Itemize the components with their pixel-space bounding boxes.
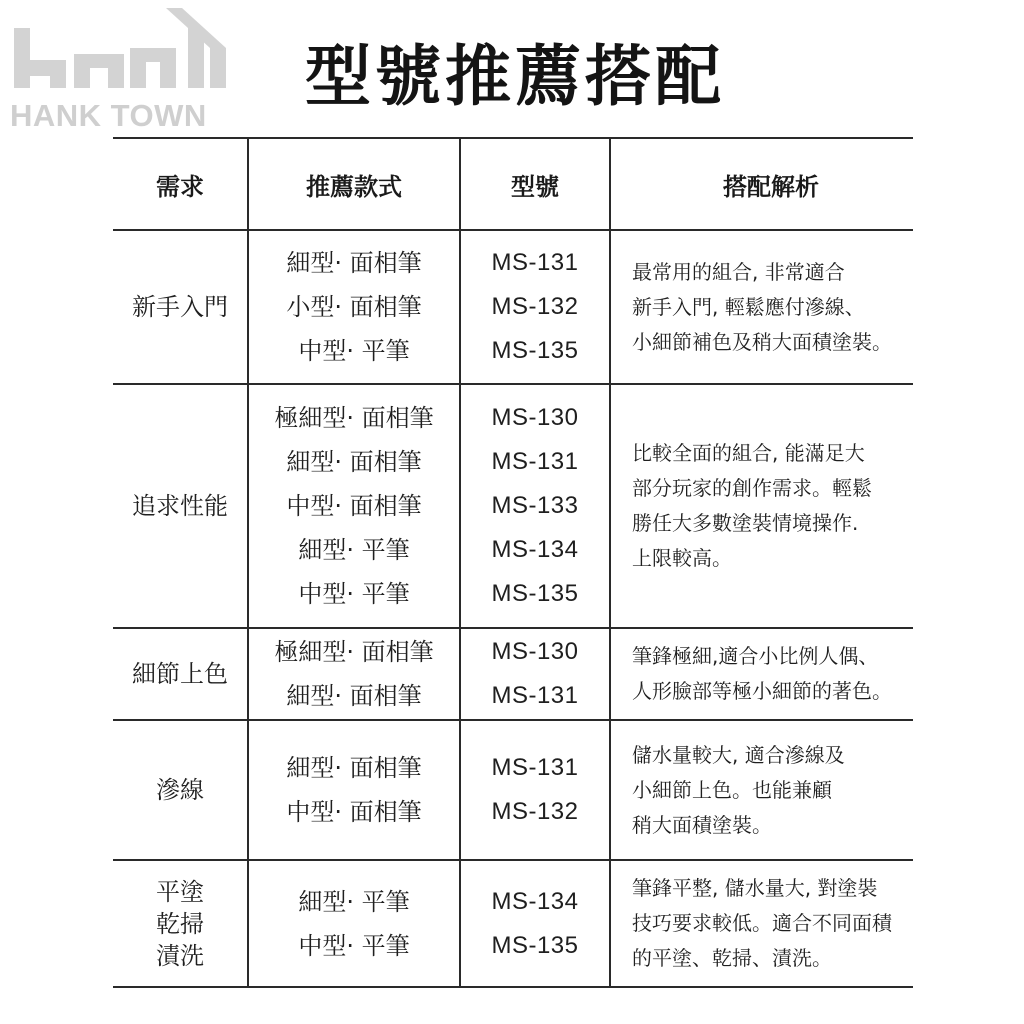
model-code: MS-130 <box>491 404 579 431</box>
header-need: 需求 <box>156 172 204 201</box>
header-model: 型號 <box>511 172 559 201</box>
table-row-styles <box>249 385 459 627</box>
table-row-analysis <box>632 231 932 383</box>
table-row-need <box>113 861 247 986</box>
header-analysis: 搭配解析 <box>723 172 819 201</box>
table-row-models <box>461 231 609 383</box>
style-item: 中型· 平筆 <box>298 337 410 365</box>
style-item: 細型· 平筆 <box>298 536 410 564</box>
analysis-line: 儲水量較大, 適合滲線及 <box>632 742 845 767</box>
style-item: 細型· 面相筆 <box>286 249 422 277</box>
style-item: 極細型· 面相筆 <box>274 638 434 666</box>
table-row-analysis <box>632 629 932 719</box>
style-item: 細型· 面相筆 <box>286 754 422 782</box>
column-divider <box>609 137 611 987</box>
table-row-analysis <box>632 721 932 859</box>
table-row-models <box>461 861 609 986</box>
analysis-line: 技巧要求較低。適合不同面積 <box>632 911 892 935</box>
table-row-need <box>113 385 247 627</box>
table-row-models <box>461 385 609 627</box>
analysis-line: 小細節補色及稍大面積塗裝。 <box>632 329 892 354</box>
analysis-line: 勝任大多數塗裝情境操作. <box>632 511 859 535</box>
style-item: 中型· 面相筆 <box>286 798 422 826</box>
style-item: 極細型· 面相筆 <box>274 404 434 432</box>
style-item: 細型· 面相筆 <box>286 448 422 476</box>
analysis-line: 筆鋒平整, 儲水量大, 對塗裝 <box>632 876 878 900</box>
model-code: MS-130 <box>491 638 579 665</box>
logo-text: HANK TOWN <box>10 98 207 133</box>
table-row-models <box>461 721 609 859</box>
table-row-analysis <box>632 861 932 986</box>
table-row-styles <box>249 721 459 859</box>
table-row-styles <box>249 231 459 383</box>
analysis-line: 上限較高。 <box>632 546 732 570</box>
need-text: 乾掃 <box>156 909 204 938</box>
style-item: 細型· 平筆 <box>298 887 410 916</box>
model-code: MS-132 <box>491 798 579 825</box>
model-code: MS-135 <box>491 580 579 607</box>
need-text: 滲線 <box>156 776 204 804</box>
style-item: 中型· 面相筆 <box>286 492 422 520</box>
style-item: 小型· 面相筆 <box>286 293 422 321</box>
table-row-analysis <box>632 385 932 627</box>
analysis-line: 小細節上色。也能兼顧 <box>632 777 832 802</box>
model-code: MS-134 <box>491 536 579 563</box>
table-bottom-border <box>113 986 913 988</box>
model-code: MS-133 <box>491 492 579 519</box>
model-code: MS-131 <box>491 448 579 475</box>
table-row-need <box>113 629 247 719</box>
style-item: 細型· 面相筆 <box>286 682 422 710</box>
analysis-line: 的平塗、乾掃、漬洗。 <box>632 946 832 970</box>
model-code: MS-132 <box>491 293 579 320</box>
table-row-styles <box>249 629 459 719</box>
model-code: MS-131 <box>491 682 579 709</box>
style-item: 中型· 平筆 <box>298 580 410 608</box>
header-style: 推薦款式 <box>306 172 402 201</box>
need-text: 細節上色 <box>132 660 228 688</box>
table-row-styles <box>249 861 459 986</box>
model-code: MS-131 <box>491 754 579 781</box>
page-title: 型號推薦搭配 <box>305 37 725 115</box>
hank-logo-mark <box>10 8 230 98</box>
analysis-line: 新手入門, 輕鬆應付滲線、 <box>632 294 865 319</box>
table-row-models <box>461 629 609 719</box>
model-code: MS-135 <box>491 337 579 364</box>
analysis-line: 稍大面積塗裝。 <box>632 812 772 837</box>
table-row-need <box>113 231 247 383</box>
hank-town-logo <box>10 8 230 133</box>
analysis-line: 人形臉部等極小細節的著色。 <box>632 679 892 703</box>
style-item: 中型· 平筆 <box>298 931 410 960</box>
need-text: 漬洗 <box>156 941 204 970</box>
model-code: MS-135 <box>491 931 579 959</box>
analysis-line: 部分玩家的創作需求。輕鬆 <box>632 476 872 500</box>
need-text: 平塗 <box>156 877 204 906</box>
analysis-line: 筆鋒極細,適合小比例人偶、 <box>632 644 879 668</box>
analysis-line: 比較全面的組合, 能滿足大 <box>632 441 865 465</box>
need-text: 追求性能 <box>132 492 228 520</box>
table-row-need <box>113 721 247 859</box>
need-text: 新手入門 <box>132 293 228 321</box>
analysis-line: 最常用的組合, 非常適合 <box>632 259 845 284</box>
model-code: MS-134 <box>491 887 579 915</box>
model-code: MS-131 <box>491 249 579 276</box>
